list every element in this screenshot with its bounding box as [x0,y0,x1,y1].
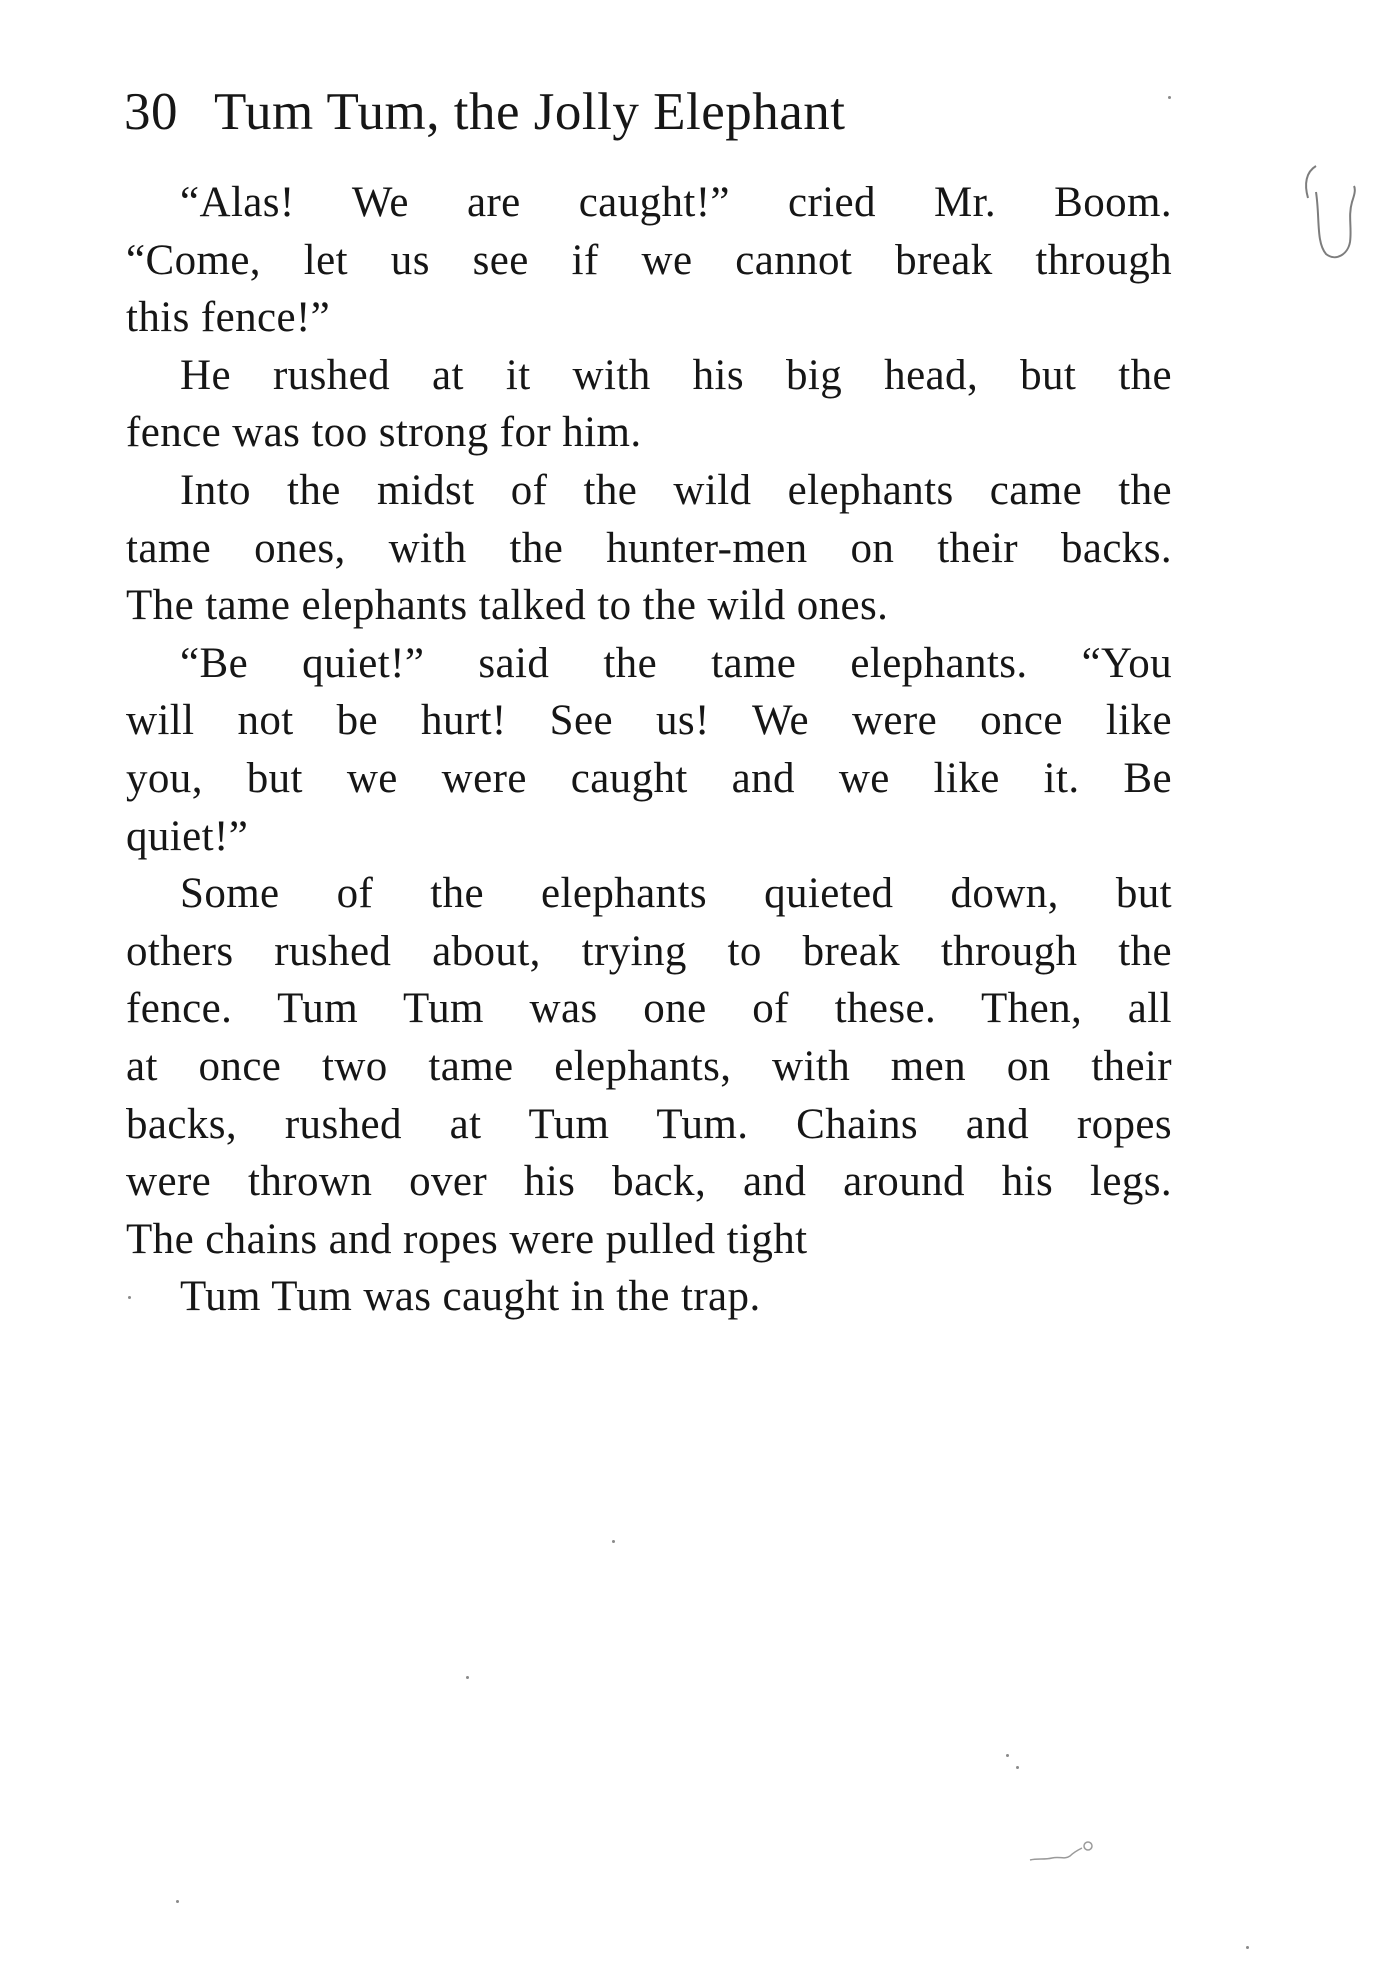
text-line: at once two tame elephants, with men on their [126,1042,1172,1090]
paper-speck [612,1540,615,1543]
paper-speck [128,1296,131,1299]
text-line: “Be quiet!” said the tame elephants. “You [180,639,1172,687]
paragraph-3 [126,462,1172,635]
paragraph-4 [126,635,1172,865]
paper-speck [466,1676,469,1679]
text-line: you, but we were caught and we like it. Be [126,754,1172,802]
text-line: The chains and ropes were pulled tight [126,1215,808,1263]
page-number: 30 [124,83,178,141]
text-line: backs, rushed at Tum Tum. Chains and ropes [126,1100,1172,1148]
paper-speck [1246,1946,1249,1949]
text-line: this fence!” [126,294,331,342]
text-line: “Alas! We are caught!” cried Mr. Boom. [180,179,1172,226]
book-title: Tum Tum, the Jolly Elephant [214,83,846,141]
text-line: will not be hurt! See us! We were once like [126,697,1172,745]
paragraph-1 [126,174,1172,347]
page-scribble [1028,1838,1098,1868]
text-line: The tame elephants talked to the wild ones. [126,582,889,630]
text-line: fence. Tum Tum was one of these. Then, all [126,985,1172,1033]
paper-speck [176,1900,179,1903]
text-line: fence was too strong for him. [126,409,642,457]
text-line: quiet!” [126,812,249,860]
text-line: “Come, let us see if we cannot break through [126,236,1172,284]
paper-speck [1006,1754,1009,1757]
text-line: Some of the elephants quieted down, but [180,870,1172,918]
margin-pencil-mark [1302,158,1358,268]
body-text [126,174,1172,1326]
text-line: Into the midst of the wild elephants came the [180,466,1172,514]
text-line: Tum Tum was caught in the trap. [180,1273,761,1321]
text-line: were thrown over his back, and around his legs. [126,1158,1172,1206]
paragraph-2 [126,347,1172,462]
running-head [124,80,1124,144]
paragraph-6 [126,1268,1172,1326]
text-line: tame ones, with the hunter-men on their backs. [126,524,1172,572]
text-line: He rushed at it with his big head, but the [180,351,1172,399]
text-line: others rushed about, trying to break through the [126,927,1172,975]
paper-speck [1168,96,1171,99]
paragraph-5 [126,865,1172,1268]
paper-speck [1016,1766,1019,1769]
